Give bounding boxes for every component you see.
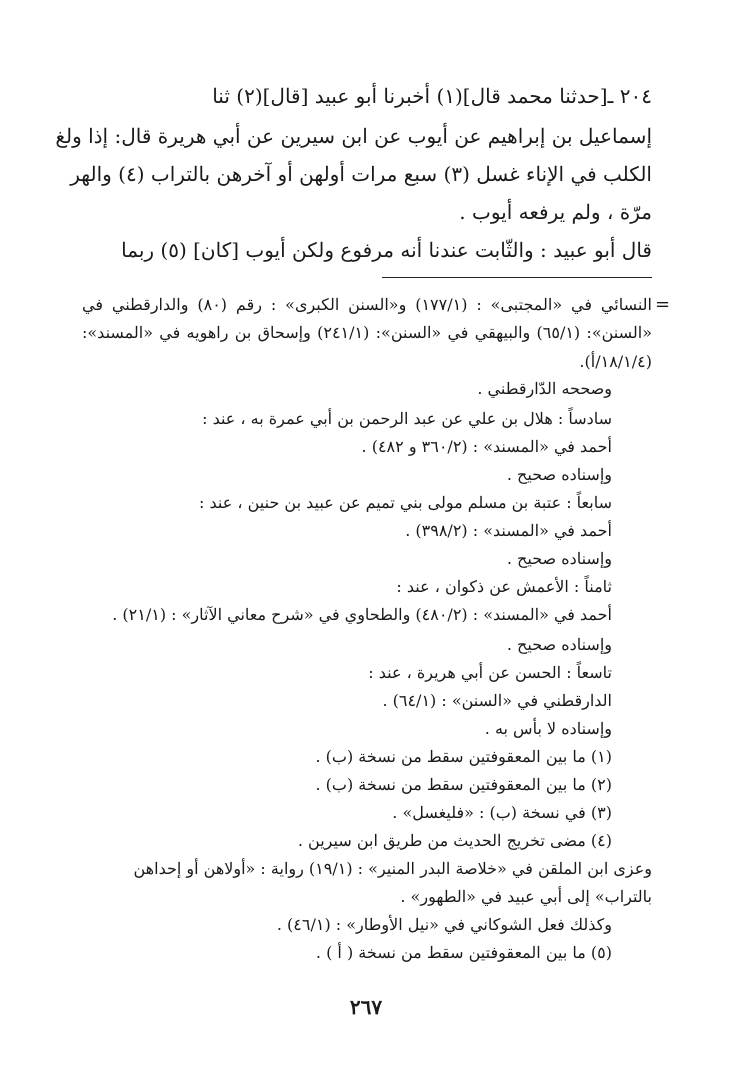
footnote-line: أحمد في «المسند» : (٣٩٨/٢) . [405, 521, 612, 540]
hadith-line-3: الكلب في الإناء غسل (٣) سبع مرات أولهن أو آخرهن بالتراب (٤) والهر [70, 162, 652, 186]
footnote-line: وإسناده صحيح . [506, 549, 612, 568]
footnote-5: (٥) ما بين المعقوفتين سقط من نسخة ( أ ) . [315, 943, 612, 962]
page-number: ٢٦٧ [349, 995, 383, 1019]
footnote-line: سابعاً : عتبة بن مسلم مولى بني تميم عن عبيد بن حنين ، عند : [199, 493, 612, 512]
footnote-line: وعزى ابن الملقن في «خلاصة البدر المنير» : (١٩/١) رواية : «أولاهن أو إحداهن [133, 859, 652, 878]
footnote-line: وإسناده صحيح . [506, 465, 612, 484]
footnote-line: تاسعاً : الحسن عن أبي هريرة ، عند : [368, 663, 612, 682]
footnote-line: بالتراب» إلى أبي عبيد في «الطهور» . [400, 887, 652, 906]
footnote-line: سادساً : هلال بن علي عن عبد الرحمن بن أبي عمرة به ، عند : [202, 409, 612, 428]
footnote-line: وإسناده صحيح . [506, 635, 612, 654]
footnote-line: وصححه الدّارقطني . [477, 379, 612, 398]
footnote-line: أحمد في «المسند» : (٣٦٠/٢ و ٤٨٢) . [361, 437, 612, 456]
hadith-line-2: إسماعيل بن إبراهيم عن أيوب عن ابن سيرين عن أبي هريرة قال: إذا ولغ [55, 124, 652, 148]
footnote-line: النسائي في «المجتبى» : (١٧٧/١) و«السنن الكبرى» : رقم (٨٠) والدارقطني في [82, 295, 653, 314]
footnote-line: (١٨/١/٤/أ). [579, 352, 652, 371]
footnote-line: «السنن»: (٦٥/١) والبيهقي في «السنن»: (٢٤١/١) وإسحاق بن راهويه في «المسند»: [82, 323, 653, 342]
hadith-line-1: ٢٠٤ ـ[حدثنا محمد قال](١) أخبرنا أبو عبيد [قال](٢) ثنا [212, 84, 652, 108]
footnote-line: وكذلك فعل الشوكاني في «نيل الأوطار» : (٤٦/١) . [276, 915, 612, 934]
footnote-4: (٤) مضى تخريج الحديث من طريق ابن سيرين . [297, 831, 612, 850]
footnote-line: ثامناً : الأعمش عن ذكوان ، عند : [396, 577, 612, 596]
footnote-continuation-marker: = [655, 294, 671, 315]
footnote-3: (٣) في نسخة (ب) : «فليغسل» . [392, 803, 612, 822]
footnote-2: (٢) ما بين المعقوفتين سقط من نسخة (ب) . [315, 775, 612, 794]
footnote-1: (١) ما بين المعقوفتين سقط من نسخة (ب) . [315, 747, 612, 766]
footnote-line: الدارقطني في «السنن» : (٦٤/١) . [382, 691, 612, 710]
footnote-line: أحمد في «المسند» : (٤٨٠/٢) والطحاوي في «شرح معاني الآثار» : (٢١/١) . [112, 605, 612, 624]
footnote-separator [382, 277, 652, 278]
footnote-line: وإسناده لا بأس به . [484, 719, 612, 738]
commentary-line: قال أبو عبيد : والثّابت عندنا أنه مرفوع ولكن أيوب [كان] (٥) ربما [121, 238, 652, 262]
hadith-line-4: مرّة ، ولم يرفعه أيوب . [459, 200, 652, 224]
